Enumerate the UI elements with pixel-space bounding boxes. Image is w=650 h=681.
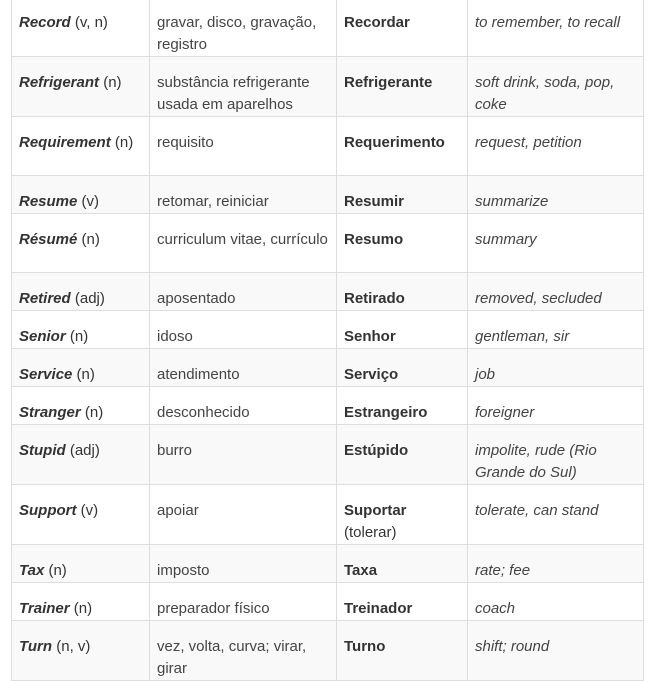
english-word-cell — [12, 545, 150, 583]
table-row — [12, 545, 644, 583]
part-of-speech: (n) — [65, 328, 89, 345]
english-word-cell — [12, 425, 150, 485]
vocabulary-table-body — [12, 0, 644, 681]
false-friend-cell — [337, 176, 468, 214]
english-meaning-cell: gentleman, sir — [468, 311, 644, 349]
english-word-cell — [12, 387, 150, 425]
english-word: Retired — [19, 290, 71, 307]
part-of-speech: (v, n) — [70, 14, 108, 31]
false-friend-cell — [337, 349, 468, 387]
false-friend-cell — [337, 621, 468, 681]
english-word-cell — [12, 57, 150, 117]
false-friend-cell — [337, 545, 468, 583]
part-of-speech: (n) — [72, 366, 95, 383]
english-meaning-cell: soft drink, soda, pop, coke — [468, 57, 644, 117]
table-row — [12, 387, 644, 425]
false-friend-cell — [337, 0, 468, 57]
false-friend-note: (tolerar) — [344, 524, 397, 541]
english-meaning-cell: summarize — [468, 176, 644, 214]
english-meaning-cell: foreigner — [468, 387, 644, 425]
table-row — [12, 349, 644, 387]
english-word: Service — [19, 366, 73, 383]
english-word-cell — [12, 311, 150, 349]
english-meaning-cell: shift; round — [468, 621, 644, 681]
false-friend-word: Requerimento — [344, 134, 445, 151]
part-of-speech: (adj) — [70, 290, 105, 307]
vocabulary-table — [11, 0, 644, 681]
english-meaning-cell: summary — [468, 214, 644, 273]
english-word: Resume — [19, 193, 78, 210]
false-friend-word: Serviço — [344, 366, 399, 383]
false-friend-cell — [337, 425, 468, 485]
table-row — [12, 117, 644, 176]
english-meaning-cell: job — [468, 349, 644, 387]
portuguese-translation-cell: burro — [150, 425, 337, 485]
english-word: Stranger — [19, 404, 81, 421]
part-of-speech: (v) — [76, 502, 99, 519]
false-friend-word: Turno — [344, 638, 386, 655]
english-meaning-cell: tolerate, can stand — [468, 485, 644, 545]
portuguese-translation-cell: idoso — [150, 311, 337, 349]
table-row — [12, 311, 644, 349]
part-of-speech: (n) — [110, 134, 134, 151]
english-word: Tax — [19, 562, 45, 579]
false-friend-word: Estúpido — [344, 442, 409, 459]
english-word: Requirement — [19, 134, 111, 151]
table-row — [12, 176, 644, 214]
portuguese-translation-cell: aposentado — [150, 273, 337, 311]
english-word-cell — [12, 176, 150, 214]
table-row — [12, 621, 644, 681]
false-friend-word: Refrigerante — [344, 74, 433, 91]
english-word-cell — [12, 0, 150, 57]
false-friend-word: Recordar — [344, 14, 410, 31]
table-row — [12, 0, 644, 57]
false-friend-cell — [337, 273, 468, 311]
english-meaning-cell: coach — [468, 583, 644, 621]
portuguese-translation-cell: requisito — [150, 117, 337, 176]
table-row — [12, 214, 644, 273]
portuguese-translation-cell: curriculum vitae, currículo — [150, 214, 337, 273]
english-meaning-cell: to remember, to recall — [468, 0, 644, 57]
portuguese-translation-cell: apoiar — [150, 485, 337, 545]
table-row — [12, 583, 644, 621]
english-word: Record — [19, 14, 71, 31]
false-friend-word: Estrangeiro — [344, 404, 428, 421]
portuguese-translation-cell: imposto — [150, 545, 337, 583]
english-word-cell — [12, 349, 150, 387]
part-of-speech: (adj) — [65, 442, 100, 459]
english-word: Senior — [19, 328, 66, 345]
english-meaning-cell: rate; fee — [468, 545, 644, 583]
table-row — [12, 425, 644, 485]
english-word: Résumé — [19, 231, 78, 248]
part-of-speech: (n) — [69, 600, 93, 617]
english-word-cell — [12, 214, 150, 273]
part-of-speech: (v) — [77, 193, 100, 210]
table-row — [12, 485, 644, 545]
false-friend-word: Resumir — [344, 193, 405, 210]
english-meaning-cell: removed, secluded — [468, 273, 644, 311]
portuguese-translation-cell: vez, volta, curva; virar, girar — [150, 621, 337, 681]
false-friend-word: Retirado — [344, 290, 405, 307]
false-friend-cell — [337, 57, 468, 117]
english-word: Turn — [19, 638, 53, 655]
part-of-speech: (n) — [44, 562, 67, 579]
false-friend-cell — [337, 387, 468, 425]
english-meaning-cell: impolite, rude (Rio Grande do Sul) — [468, 425, 644, 485]
portuguese-translation-cell: atendimento — [150, 349, 337, 387]
part-of-speech: (n) — [99, 74, 122, 91]
portuguese-translation-cell: gravar, disco, gravação, registro — [150, 0, 337, 57]
false-friend-word: Suportar — [344, 502, 407, 519]
english-word: Support — [19, 502, 77, 519]
portuguese-translation-cell: retomar, reiniciar — [150, 176, 337, 214]
part-of-speech: (n, v) — [52, 638, 91, 655]
false-friend-cell — [337, 117, 468, 176]
part-of-speech: (n) — [80, 404, 104, 421]
part-of-speech: (n) — [77, 231, 100, 248]
false-friend-word: Treinador — [344, 600, 413, 617]
false-friend-word: Senhor — [344, 328, 396, 345]
english-meaning-cell: request, petition — [468, 117, 644, 176]
portuguese-translation-cell: substância refrigerante usada em aparelhos — [150, 57, 337, 117]
false-friend-cell — [337, 214, 468, 273]
english-word-cell — [12, 583, 150, 621]
false-friend-word: Taxa — [344, 562, 378, 579]
false-friend-cell — [337, 583, 468, 621]
english-word: Trainer — [19, 600, 70, 617]
english-word-cell — [12, 117, 150, 176]
english-word-cell — [12, 621, 150, 681]
english-word-cell — [12, 273, 150, 311]
portuguese-translation-cell: preparador físico — [150, 583, 337, 621]
false-friend-word: Resumo — [344, 231, 404, 248]
table-row — [12, 57, 644, 117]
english-word: Refrigerant — [19, 74, 100, 91]
portuguese-translation-cell: desconhecido — [150, 387, 337, 425]
english-word: Stupid — [19, 442, 66, 459]
table-row — [12, 273, 644, 311]
false-friend-cell — [337, 311, 468, 349]
false-friend-cell — [337, 485, 468, 545]
english-word-cell — [12, 485, 150, 545]
